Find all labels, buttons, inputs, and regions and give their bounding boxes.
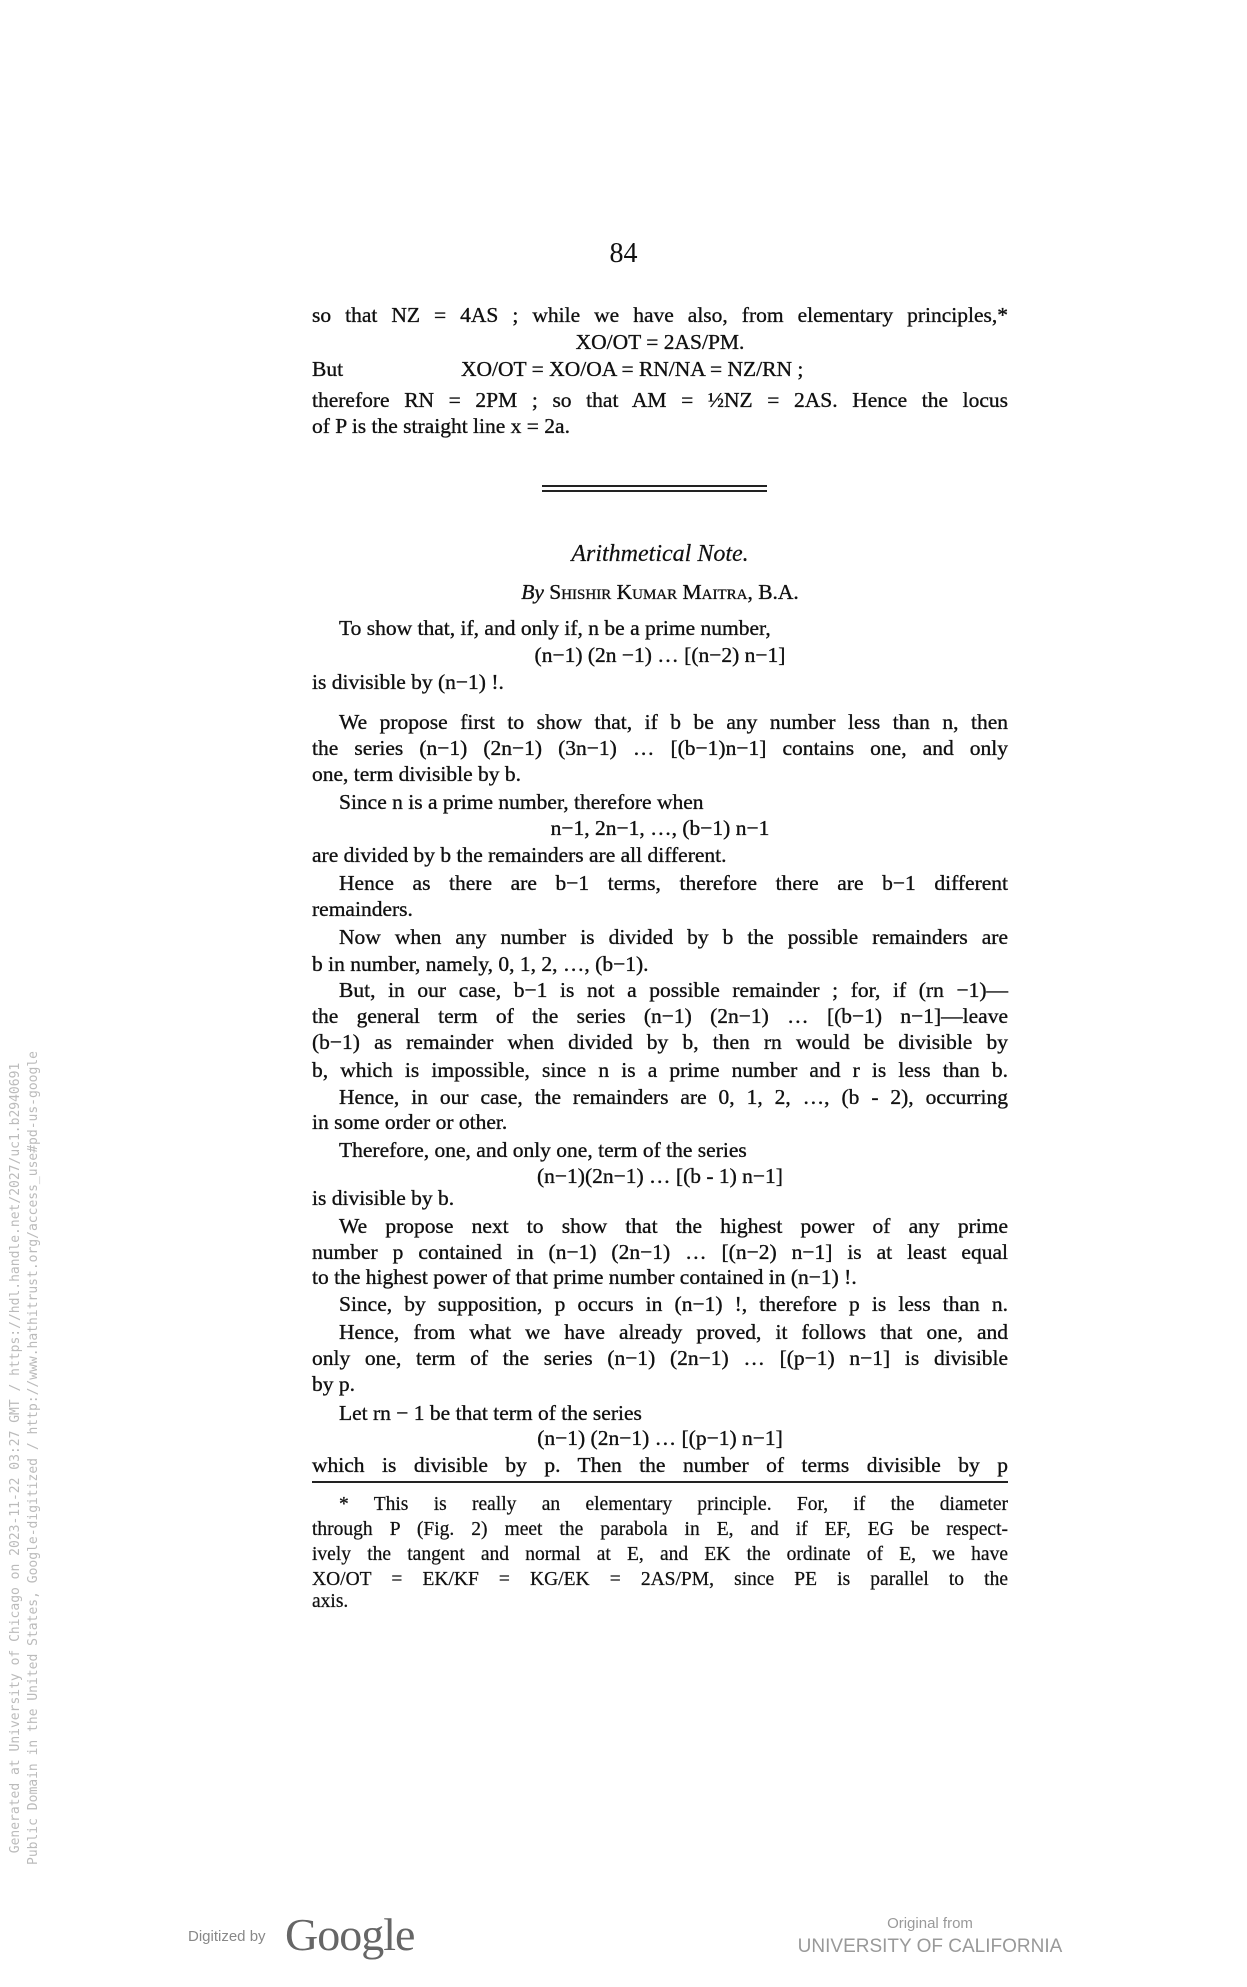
equation: XO/OT = XO/OA = RN/NA = NZ/RN ; <box>461 357 804 381</box>
text-line: so that NZ = 4AS ; while we have also, from elementary principles,* <box>312 303 1008 327</box>
text-line: which is divisible by p. Then the number of terms divisible by p <box>312 1453 1008 1477</box>
text-line: Let rn − 1 be that term of the series <box>339 1401 642 1425</box>
footnote-rule <box>312 1481 1008 1483</box>
byline <box>312 579 1008 605</box>
text-line: Since, by supposition, p occurs in (n−1) !, therefore p is less than n. <box>339 1292 1008 1316</box>
text-line: is divisible by (n−1) !. <box>312 670 504 694</box>
equation: n−1, 2n−1, …, (b−1) n−1 <box>550 816 770 840</box>
text-line: therefore RN = 2PM ; so that AM = ½NZ = 2AS. Hence the locus <box>312 388 1008 412</box>
equation: (n−1) (2n−1) … [(p−1) n−1] <box>537 1426 783 1450</box>
footnote-line: through P (Fig. 2) meet the parabola in E, and if EF, EG be respect- <box>312 1519 1008 1540</box>
text-line: to the highest power of that prime number contained in (n−1) !. <box>312 1265 857 1289</box>
equation: (n−1)(2n−1) … [(b - 1) n−1] <box>537 1164 783 1188</box>
text-line: Hence as there are b−1 terms, therefore there are b−1 different <box>339 871 1008 895</box>
watermark-line: Generated at University of Chicago on 2023-11-22 03:27 GMT / https://hdl.handle.net/2027/uc1.b2940691 <box>8 1062 23 1854</box>
page-number: 84 <box>609 238 638 269</box>
footnote-line: * This is really an elementary principle. For, if the diameter <box>339 1494 1008 1515</box>
footnote-line: ively the tangent and normal at E, and EK the ordinate of E, we have <box>312 1544 1008 1565</box>
author: Shishir Kumar Maitra, B.A. <box>549 580 799 604</box>
text-line: (b−1) as remainder when divided by b, then rn would be divisible by <box>312 1030 1008 1054</box>
equation: XO/OT = 2AS/PM. <box>575 330 745 354</box>
text-line: To show that, if, and only if, n be a prime number, <box>339 616 771 640</box>
text-line: Therefore, one, and only one, term of the series <box>339 1138 747 1162</box>
text-line: But <box>312 357 344 381</box>
section-divider <box>542 485 767 492</box>
text-line: b in number, namely, 0, 1, 2, …, (b−1). <box>312 952 649 976</box>
text-line: of P is the straight line x = 2a. <box>312 414 570 438</box>
footnote-line: axis. <box>312 1591 349 1612</box>
text-line: Hence, in our case, the remainders are 0, 1, 2, …, (b - 2), occurring <box>339 1085 1008 1109</box>
text-line: in some order or other. <box>312 1110 508 1134</box>
text-line: number p contained in (n−1) (2n−1) … [(n−2) n−1] is at least equal <box>312 1240 1008 1264</box>
text-line: only one, term of the series (n−1) (2n−1) … [(p−1) n−1] is divisible <box>312 1346 1008 1370</box>
text-line: Hence, from what we have already proved, it follows that one, and <box>339 1320 1008 1344</box>
original-from-label: Original from <box>887 1915 973 1932</box>
text-line: b, which is impossible, since n is a prime number and r is less than b. <box>312 1058 1008 1082</box>
text-line: Now when any number is divided by b the possible remainders are <box>339 925 1008 949</box>
footnote-line: XO/OT = EK/KF = KG/EK = 2AS/PM, since PE is parallel to the <box>312 1569 1008 1590</box>
byline-by: By <box>521 580 544 604</box>
text-line: is divisible by b. <box>312 1186 455 1210</box>
watermark-line: Public Domain in the United States, Google-digitized / http://www.hathitrust.org/access_use#pd-us-google <box>26 1051 41 1865</box>
institution-label: UNIVERSITY OF CALIFORNIA <box>797 1936 1063 1957</box>
article-title: Arithmetical Note. <box>571 541 749 567</box>
text-line: by p. <box>312 1372 355 1396</box>
text-line: remainders. <box>312 897 413 921</box>
text-line: Since n is a prime number, therefore when <box>339 790 704 814</box>
text-line: the series (n−1) (2n−1) (3n−1) … [(b−1)n−1] contains one, and only <box>312 736 1008 760</box>
text-line: the general term of the series (n−1) (2n−1) … [(b−1) n−1]—leave <box>312 1004 1008 1028</box>
text-line: are divided by b the remainders are all different. <box>312 843 727 867</box>
text-line: We propose first to show that, if b be any number less than n, then <box>339 710 1008 734</box>
text-line: But, in our case, b−1 is not a possible remainder ; for, if (rn −1)— <box>339 978 1008 1002</box>
text-line: We propose next to show that the highest power of any prime <box>339 1214 1008 1238</box>
equation: (n−1) (2n −1) … [(n−2) n−1] <box>534 643 786 667</box>
digitized-by-label: Digitized by <box>188 1928 266 1945</box>
google-logo: Google <box>285 1909 415 1960</box>
text-line: one, term divisible by b. <box>312 762 521 786</box>
watermark <box>7 978 43 1938</box>
